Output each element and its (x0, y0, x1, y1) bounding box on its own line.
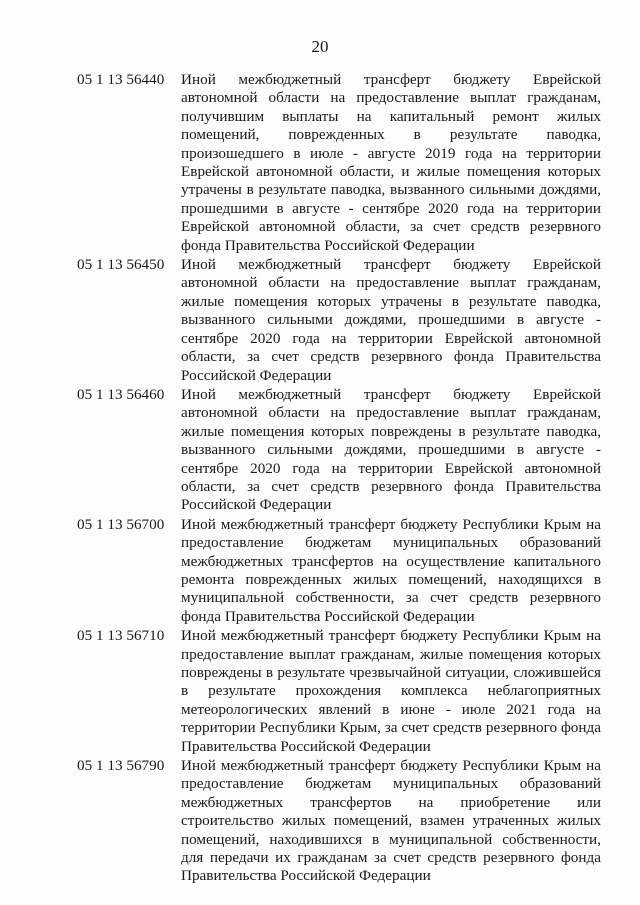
list-item (77, 386, 609, 515)
budget-code: 05 1 13 56450 (77, 256, 165, 274)
budget-code-description: Иной межбюджетный трансферт бюджету Еврейской автономной области на предоставление выплат гражданам, получившим выплаты на капитальный ремонт жилых помещений, поврежденных в результате паводка, произошедшего в июле - августе 2019 года на территории Еврейской автономной области, и жилые помещения которых утрачены в результате паводка, вызванного сильными дождями, прошедшими в августе - сентябре 2020 года на территории Еврейской автономной области, за счет средств резервного фонда Правительства Российской Федерации (181, 71, 601, 254)
budget-code-description: Иной межбюджетный трансферт бюджету Еврейской автономной области на предоставление выплат гражданам, жилые помещения которых утрачены в результате паводка, вызванного сильными дождями, прошедшими в августе - сентябре 2020 года на территории Еврейской автономной области, за счет средств резервного фонда Правительства Российской Федерации (181, 256, 601, 384)
budget-code: 05 1 13 56790 (77, 757, 165, 775)
list-item (77, 71, 609, 255)
budget-code-list (77, 71, 609, 887)
budget-code: 05 1 13 56710 (77, 627, 165, 645)
budget-code: 05 1 13 56700 (77, 515, 165, 533)
budget-code: 05 1 13 56460 (77, 385, 165, 403)
list-item (77, 516, 609, 626)
list-item (77, 627, 609, 756)
budget-code: 05 1 13 56440 (77, 71, 165, 88)
page-number: 20 (311, 37, 329, 56)
list-item (77, 757, 609, 886)
budget-code-description: Иной межбюджетный трансферт бюджету Республики Крым на предоставление бюджетам муниципальных образований межбюджетных трансфертов на приобретение или строительство жилых помещений, взамен утраченных жилых помещений, находившихся в муниципальной собственности, для передачи их гражданам за счет средств резервного фонда Правительства Российской Федерации (181, 757, 601, 885)
budget-code-description: Иной межбюджетный трансферт бюджету Республики Крым на предоставление выплат гражданам, жилые помещения которых повреждены в результате чрезвычайной ситуации, сложившейся в результате прохождения комплекса неблагоприятных метеорологических явлений в июне - июле 2021 года на территории Республики Крым, за счет средств резервного фонда Правительства Российской Федерации (181, 627, 601, 755)
budget-code-description: Иной межбюджетный трансферт бюджету Еврейской автономной области на предоставление выплат гражданам, жилые помещения которых повреждены в результате паводка, вызванного сильными дождями, прошедшими в августе - сентябре 2020 года на территории Еврейской автономной области, за счет средств резервного фонда Правительства Российской Федерации (181, 385, 601, 514)
budget-code-description: Иной межбюджетный трансферт бюджету Республики Крым на предоставление бюджетам муниципальных образований межбюджетных трансфертов на осуществление капитального ремонта поврежденных жилых помещений, находящихся в муниципальной собственности, за счет средств резервного фонда Правительства Российской Федерации (181, 515, 601, 625)
list-item (77, 256, 609, 385)
